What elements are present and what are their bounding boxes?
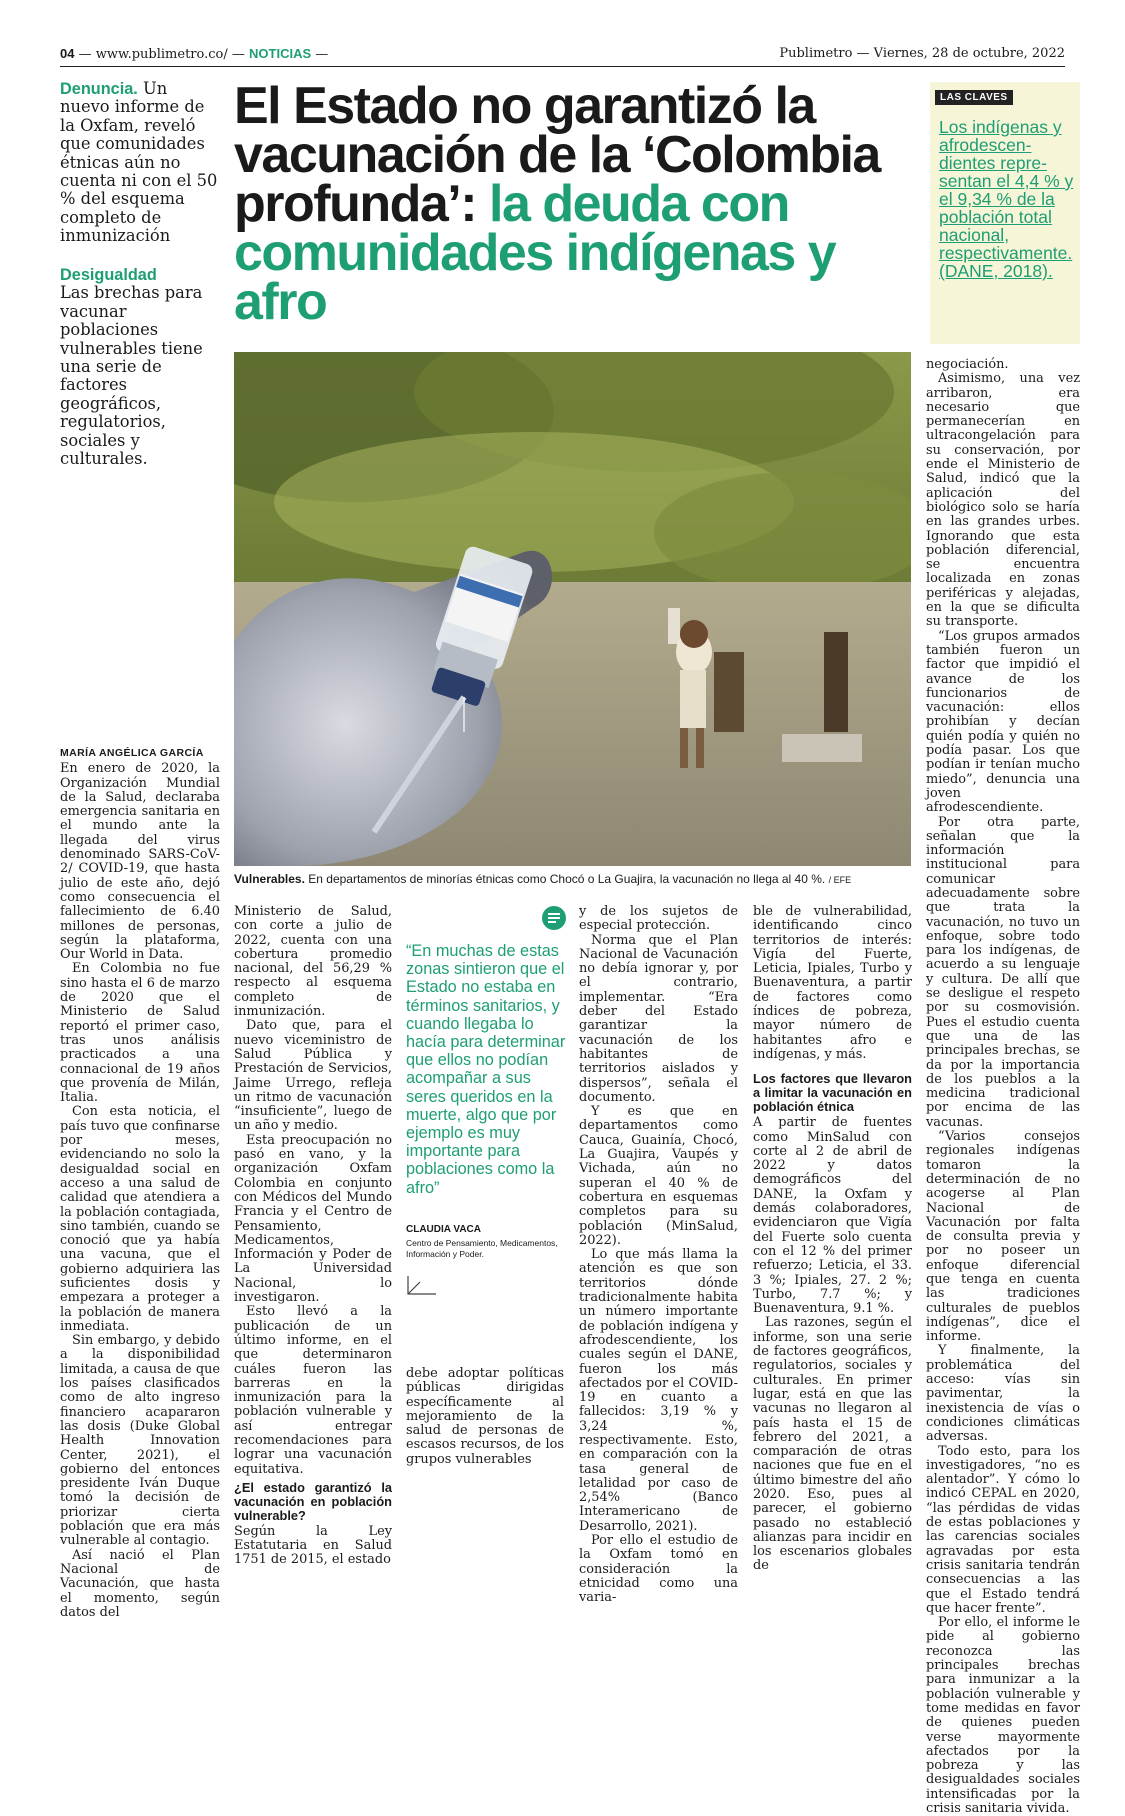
edition-date: Publimetro — Viernes, 28 de octubre, 2022 bbox=[779, 46, 1065, 61]
paragraph: Por otra parte, señalan que la información institucional para comunicar adecuadamente sobre que trata la vacunación, no tuvo un enfoque, sobre todo para los indígenas, de acuerdo a su lenguaje y cultura. De allí que se desligue el respeto por su cosmovisión. Pues el estudio cuenta que una de las principales brechas, se da por la importancia de los pueblos a la medicina tradicional por encima de las vacunas. bbox=[926, 814, 1080, 1130]
paragraph: Esta preocupación no pasó en vano, y la organización Oxfam Colombia en conjunto con Médicos del Mundo Francia y el Centro de Pensamiento, Medicamentos, Información y Poder de La Universidad Nacional, lo investigaron. bbox=[234, 1132, 392, 1306]
article-col-2 bbox=[234, 905, 392, 1568]
page-number: 04 bbox=[60, 46, 75, 61]
quote-author-role: Centro de Pensamiento, Medicamentos, Información y Poder. bbox=[406, 1238, 558, 1259]
paragraph: Ministerio de Salud, con corte a julio de 2022, cuenta con una cobertura promedio nacional, del 56,29 % respecto al esquema completo de inmunización. bbox=[234, 904, 392, 1020]
photo-credit: / EFE bbox=[828, 875, 852, 885]
subhead-garantizo: ¿El estado garantizó la vacunación en población vulnerable? bbox=[234, 1479, 392, 1523]
las-claves-box bbox=[930, 82, 1080, 344]
paragraph: negociación. bbox=[926, 357, 1009, 372]
caption-text: En departamentos de minorías étnicas como Chocó o La Guajira, la vacunación no llega al 40 %. bbox=[308, 872, 826, 886]
article-col-6 bbox=[926, 358, 1080, 1816]
byline: MARÍA ANGÉLICA GARCÍA bbox=[60, 747, 204, 759]
las-claves-text[interactable]: Los indígenas y afrodescendientes representan el 4,4 % y el 9,34 % de la población total nacional, respectivamente. (DANE, 2018). bbox=[939, 117, 1074, 281]
vaccine-photo bbox=[234, 352, 911, 866]
paragraph: Según la Ley Estatutaria en Salud 1751 de 2015, el estado bbox=[234, 1523, 392, 1568]
paragraph: ble de vulnerabilidad, identificando cinco territorios de interés: Vigía del Fuerte, Leticia, Ipiales, Turbo y Buenaventura, a partir de factores como índices de pobreza, mayor número de habitantes afro e indígenas, y más. bbox=[753, 904, 912, 1062]
section-name: NOTICIAS bbox=[249, 46, 312, 61]
paragraph: Y finalmente, la problemática del acceso: vías sin pavimentar, la inexistencia de vías o condiciones climáticas adversas. bbox=[926, 1343, 1080, 1445]
article-col-1 bbox=[60, 746, 220, 1620]
caption-bold: Vulnerables. bbox=[234, 872, 305, 886]
site-url[interactable]: www.publimetro.co/ bbox=[95, 47, 228, 62]
paragraph: Lo que más llama la atención es que son territorios dónde tradicionalmente habita un número importante de población indígena y afrodescendiente, los cuales según el DANE, fueron los más afectados por el COVID-19 en cuanto a fallecidos: 3,19 % y 3,24 %, respectivamente. Esto, en comparación con la tasa general de letalidad por caso de 2,54% (Banco Interamericano de Desarrollo, 2021). bbox=[579, 1247, 738, 1534]
paragraph: Y es que en departamentos como Cauca, Guainía, Chocó, La Guajira, Vaupés y Vichada, aún no superan el 40 % de cobertura en esquemas completos para su población (MinSalud, 2022). bbox=[579, 1104, 738, 1248]
desigualdad-text: Las brechas para vacunar poblaciones vulnerables tiene una serie de factores geográficos, regulatorios, sociales y culturales. bbox=[60, 283, 203, 469]
paragraph: Sin embargo, y debido a la disponibilidad limitada, a causa de que los países clasificados como de alto ingreso financiero acapararon las dosis (Duke Global Health Innovation Center, 2021), el gobierno del entonces presidente Iván Duque tomó la decisión de priorizar cierta población que era más vulnerable al contagio. bbox=[60, 1333, 220, 1549]
paragraph: Asimismo, una vez arribaron, era necesario que permanecerían en ultracongelación para su conservación, por ende el Ministerio de Salud, indicó que la aplicación del biológico solo se haría en las grandes urbes. Ignorando que esta población diferencial, se encuentra localizada en zonas periféricas y alejadas, en la que se dificulta su transporte. bbox=[926, 371, 1080, 630]
paragraph: Dato que, para el nuevo viceministro de Salud Pública y Prestación de Servicios, Jaime Urrego, refleja un ritmo de vacunación “insuficiente”, luego de un año y medio. bbox=[234, 1018, 392, 1134]
sidebar-desigualdad bbox=[60, 266, 220, 468]
denuncia-label: Denuncia. bbox=[60, 80, 138, 98]
quote-author: CLAUDIA VACA bbox=[406, 1224, 481, 1235]
paragraph: Así nació el Plan Nacional de Vacunación, que hasta el momento, según datos del bbox=[60, 1547, 220, 1620]
paragraph: A partir de fuentes como MinSalud con corte al 2 de abril de 2022 y datos demográficos del DANE, la Oxfam y demás colaboradores, evidenciaron que Vigía del Fuerte solo cuenta con el 12 % del primer refuerzo; Leticia, el 33. 3 %; Ipiales, 27. 2 %; Turbo, 7.7 %; y Buenaventura, 9.1 %. bbox=[753, 1115, 912, 1317]
page-header: 04 — www.publimetro.co/ — NOTICIAS — Publimetro — Viernes, 28 de octubre, 2022 bbox=[60, 46, 1065, 62]
paragraph: Todo esto, para los investigadores, “no es alentador”. Y cómo lo indicó CEPAL en 2020, “las pérdidas de vidas de estas poblaciones y las carencias sociales agravadas por esta crisis sanitaria tendrán consecuencias a las que el Estado tendrá que hacer frente”. bbox=[926, 1443, 1080, 1616]
desigualdad-label: Desigualdad bbox=[60, 266, 157, 284]
paragraph: En Colombia no fue sino hasta el 6 de marzo de 2020 que el Ministerio de Salud reportó el primer caso, tras unos análisis practicados a una connacional de 19 años que provenía de Milán, Italia. bbox=[60, 961, 220, 1106]
pull-quote bbox=[406, 906, 568, 1276]
paragraph: Norma que el Plan Nacional de Vacunación no debía ignorar y, por el contrario, implementar. “Era deber del Estado garantizar la vacunación de los habitantes de territorios aislados y dispersos”, señala el documento. bbox=[579, 932, 738, 1105]
sidebar-denuncia bbox=[60, 80, 220, 246]
article-col-4 bbox=[579, 905, 738, 1606]
quote-tail bbox=[406, 1274, 438, 1296]
paragraph: Las razones, según el informe, son una serie de factores geográficos, regulatorios, sociales y culturales. En primer lugar, está en que las vacunas no llegaron al país hasta el 15 de febrero del 2021, a comparación de otras naciones que fue en el último bimestre del año 2020. Eso, pues al parecer, el gobierno pasado no estableció alianzas para incidir en los escenarios globales de bbox=[753, 1315, 912, 1574]
paragraph: Esto llevó a la publicación de un último informe, en el que determinaron cuáles fueron las barreras en la inmunización para la población vulnerable y así entregar recomendaciones para lograr una vacunación equitativa. bbox=[234, 1304, 392, 1477]
paragraph: debe adoptar políticas públicas dirigidas específicamente al mejoramiento de la salud de personas de escasos recursos, de los grupos vulnerables bbox=[406, 1366, 564, 1467]
las-claves-tag: LAS CLAVES bbox=[935, 90, 1013, 105]
paragraph: “Los grupos armados también fueron un factor que impidió el avance de los funcionarios de vacunación: ellos prohibían y decían quién podía y quién no podía pasar. Los que podían ir tenían mucho miedo”, denuncia una joven afrodescendiente. bbox=[926, 628, 1080, 816]
article-col-5 bbox=[753, 905, 912, 1574]
article-col-3 bbox=[406, 1367, 564, 1467]
paragraph: En enero de 2020, la Organización Mundial de la Salud, declaraba emergencia sanitaria en el mundo ante la llegada del virus denominado SARS-CoV-2/ COVID-19, que hasta julio de este año, dejó como consecuencia el fallecimiento de 6.40 millones de personas, según la plataforma, Our World in Data. bbox=[60, 761, 220, 963]
denuncia-text: Un nuevo informe de la Oxfam, reveló que comunidades étnicas aún no cuenta ni con el 50 % del esquema completo de inmunización bbox=[60, 79, 218, 246]
headline bbox=[234, 77, 924, 331]
paragraph: Por ello, el informe le pide al gobierno reconozca las principales brechas para inmunizar a la población vulnerable y tome medidas en favor de quienes pueden verse mayormente afectados por la pobreza y las desigualdades sociales intensificadas por la crisis sanitaria vivida. bbox=[926, 1615, 1080, 1816]
quote-text: “En muchas de estas zonas sintieron que el Estado no estaba en términos sanitarios, y cuando llegaba lo hacía para determinar que ellos no podían acompañar a sus seres queridos en la muerte, algo que por ejemplo es muy importante para poblaciones como la afro” bbox=[406, 942, 566, 1197]
photo-caption bbox=[234, 872, 914, 886]
paragraph: Con esta noticia, el país tuvo que confinarse por meses, evidenciando no solo la desigualdad social en acceso a una salud de calidad que atendiera a la población contagiada, sino también, cuando se conoció que ya había una vacuna, que el gobierno adquiriera las suficientes dosis y empezara a proteger a la población de manera inmediata. bbox=[60, 1104, 220, 1334]
paragraph: Por ello el estudio de la Oxfam tomó en consideración la etnicidad como una varia- bbox=[579, 1533, 738, 1606]
headline-green: la deuda con comunidades indígenas y afro bbox=[234, 175, 836, 331]
paragraph: “Varios consejos regionales indígenas tomaron la determinación de no acogerse al Plan Nacional de Vacunación por falta de consulta previa y por no poseer un enfoque diferencial que tenga en cuenta las tradiciones culturales de pueblos indígenas”, dice el informe. bbox=[926, 1129, 1080, 1345]
subhead-factores: Los factores que llevaron a limitar la vacunación en población étnica bbox=[753, 1071, 912, 1115]
quote-bubble-icon bbox=[542, 906, 566, 930]
paragraph: y de los sujetos de especial protección. bbox=[579, 904, 738, 934]
header-rule bbox=[60, 66, 1065, 67]
headline-black: El Estado no garantizó la vacunación de la ‘Colombia profunda’: bbox=[234, 77, 880, 233]
